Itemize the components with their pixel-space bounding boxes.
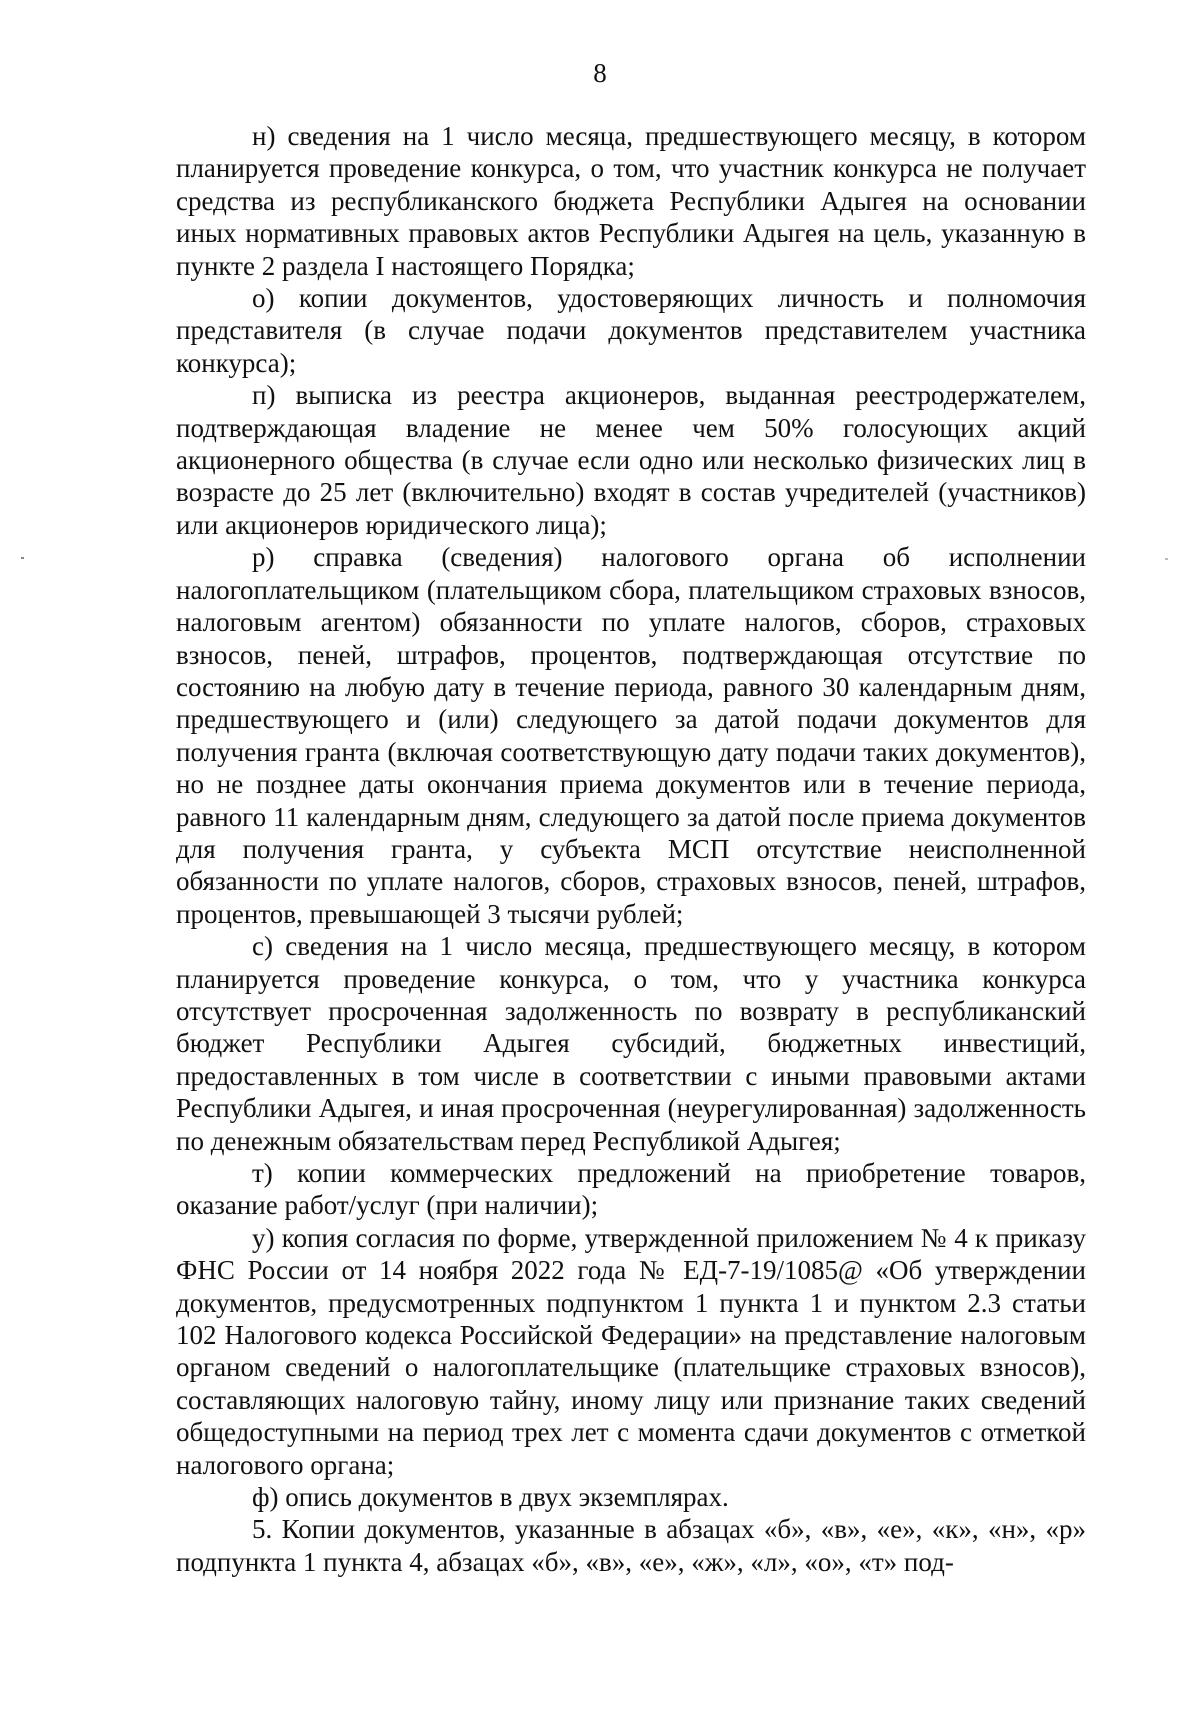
paragraph-t: т) копии коммерческих предложений на приобретение товаров, оказание работ/услуг (при наличии);	[176, 1158, 1086, 1221]
document-body	[176, 120, 1086, 1578]
paragraph-n: н) сведения на 1 число месяца, предшествующего месяцу, в котором планируется проведение конкурса, о том, что участник конкурса не получает средства из республиканского бюджета Республики Адыгея на основании иных нормативных правовых актов Республики Адыгея на цель, указанную в пункте 2 раздела I настоящего Порядка;	[176, 121, 1086, 281]
paragraph-f: ф) опись документов в двух экземплярах.	[252, 1482, 729, 1513]
paragraph-s: с) сведения на 1 число месяца, предшествующего месяцу, в котором планируется проведение конкурса, о том, что у участника конкурса отсутствует просроченная задолженность по возврату в республиканский бюджет Республики Адыгея субсидий, бюджетных инвестиций, предоставленных в том числе в соответствии с иными правовыми актами Республики Адыгея, и иная просроченная (неурегулированная) задолженность по денежным обязательствам перед Республикой Адыгея;	[176, 931, 1086, 1156]
paragraph-5: 5. Копии документов, указанные в абзацах «б», «в», «е», «к», «н», «р» подпункта 1 пункта 4, абзацах «б», «в», «е», «ж», «л», «о», «т» под-	[176, 1514, 1086, 1577]
page-number: 8	[593, 58, 607, 88]
paragraph-p: п) выписка из реестра акционеров, выданная реестродержателем, подтверждающая владение не менее чем 50% голосующих акций акционерного общества (в случае если одно или несколько физических лиц в возрасте до 25 лет (включительно) входят в состав учредителей (участников) или акционеров юридического лица);	[176, 380, 1086, 540]
paragraph-o: о) копии документов, удостоверяющих личность и полномочия представителя (в случае подачи документов представителем участника конкурса);	[176, 283, 1086, 378]
paragraph-u: у) копия согласия по форме, утвержденной приложением № 4 к приказу ФНС России от 14 ноября 2022 года № ЕД-7-19/1085@ «Об утверждении документов, предусмотренных подпунктом 1 пункта 1 и пунктом 2.3 статьи 102 Налогового кодекса Российской Федерации» на представление налоговым органом сведений о налогоплательщике (плательщике страховых взносов), составляющих налоговую тайну, иному лицу или признание таких сведений общедоступными на период трех лет с момента сдачи документов с отметкой налогового органа;	[176, 1222, 1086, 1480]
scan-speck-right	[1165, 558, 1168, 560]
scan-speck-left	[21, 557, 24, 559]
paragraph-r: р) справка (сведения) налогового органа об исполнении налогоплательщиком (плательщиком сбора, плательщиком страховых взносов, налоговым агентом) обязанности по уплате налогов, сборов, страховых взносов, пеней, штрафов, процентов, подтверждающая отсутствие по состоянию на любую дату в течение периода, равного 30 календарным дням, предшествующего и (или) следующего за датой подачи документов для получения гранта (включая соответствующую дату подачи таких документов), но не позднее даты окончания приема документов или в течение периода, равного 11 календарным дням, следующего за датой после приема документов для получения гранта, у субъекта МСП отсутствие неисполненной обязанности по уплате налогов, сборов, страховых взносов, пеней, штрафов, процентов, превышающей 3 тысячи рублей;	[176, 542, 1086, 929]
